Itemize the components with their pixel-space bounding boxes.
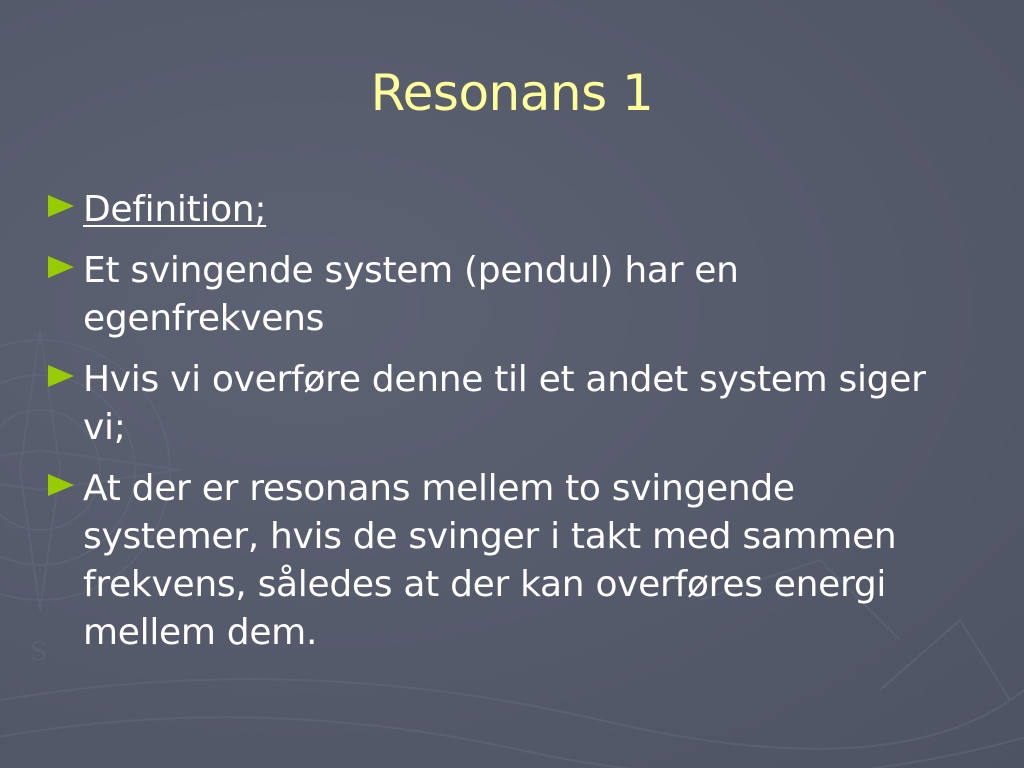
bullet-item-overfoere bbox=[48, 356, 948, 452]
bullet-text: Definition; bbox=[83, 189, 267, 230]
bullet-text: At der er resonans mellem to svingende systemer, hvis de svinger i takt med sammen frekvens, således at der kan overføres energi mellem dem. bbox=[83, 468, 897, 653]
bullet-text: Hvis vi overføre denne til et andet system siger vi; bbox=[83, 359, 926, 448]
bullet-list bbox=[48, 186, 948, 670]
bullet-item-egenfrekvens bbox=[48, 247, 948, 343]
right-triangle-icon bbox=[48, 474, 74, 496]
right-triangle-icon bbox=[48, 365, 74, 387]
bullet-item-definition bbox=[48, 186, 948, 234]
right-triangle-icon bbox=[48, 195, 74, 217]
svg-text:S: S bbox=[30, 637, 48, 667]
right-triangle-icon bbox=[48, 256, 74, 278]
bullet-text: Et svingende system (pendul) har en egenfrekvens bbox=[83, 250, 739, 339]
bullet-item-resonans bbox=[48, 465, 948, 657]
slide-title: Resonans 1 bbox=[370, 64, 654, 122]
